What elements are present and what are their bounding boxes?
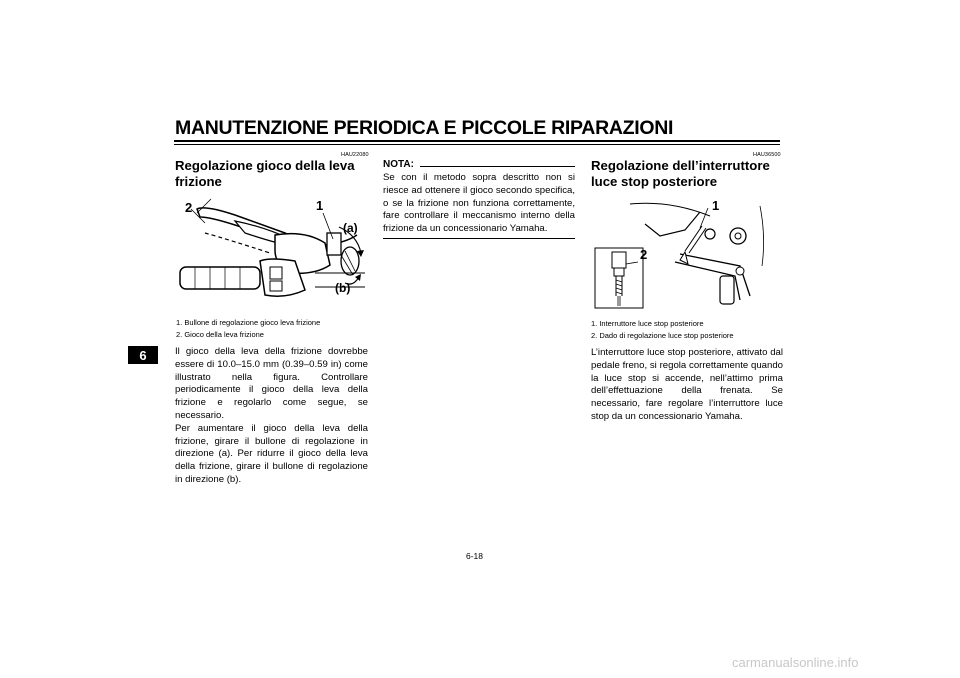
page-header-title: MANUTENZIONE PERIODICA E PICCOLE RIPARAZIONI xyxy=(175,117,674,139)
header-rule xyxy=(174,140,780,142)
note-rule-top xyxy=(420,166,575,167)
figure-label-a: (a) xyxy=(343,221,358,235)
figure-label-2: 2 xyxy=(185,200,193,215)
section-title-line: luce stop posteriore xyxy=(591,174,718,189)
note-rule-bottom xyxy=(383,238,575,239)
section-code: HAU22080 xyxy=(341,152,369,158)
watermark: carmanualsonline.info xyxy=(732,655,859,670)
figure-caption xyxy=(591,318,734,342)
caption-item: 1. Bullone di regolazione gioco leva frizione xyxy=(176,318,321,327)
body-text-clutch xyxy=(175,346,368,487)
paragraph: Il gioco della leva della frizione dovrebbe essere di 10.0–15.0 mm (0.39–0.59 in) come illustrato nella figura. Controllare periodicamente il gioco della leva della frizione e regolarlo come segue, se necessario. xyxy=(175,346,368,421)
figure-label-b: (b) xyxy=(335,281,351,295)
figure-label-2: 2 xyxy=(640,247,648,262)
chapter-tab: 6 xyxy=(128,346,158,364)
clutch-lever-figure xyxy=(175,195,365,307)
header-rule-thin xyxy=(174,144,780,145)
body-text-brake-switch: L’interruttore luce stop posteriore, attivato dal pedale freno, si regola correttamente quando la luce stop si accende, nell’attimo prima dell’effettuazione della frenata. Se necessario, fare regolare l’interruttore luce stop da un concessionario Yamaha. xyxy=(591,347,783,422)
paragraph: Per aumentare il gioco della leva della frizione, girare il bullone di regolazione in direzione (a). Per ridurre il gioco della leva della frizione, girare il bullone di regolazione in direzione (b). xyxy=(175,422,368,485)
section-title-line: frizione xyxy=(175,174,222,189)
caption-item: 2. Gioco della leva frizione xyxy=(176,330,264,339)
note-text: Se con il metodo sopra descritto non si riesce ad ottenere il gioco secondo specifica, o se la frizione non funziona correttamente, fare controllare il meccanismo interno della frizione da un concessionario Yamaha. xyxy=(383,172,575,235)
figure-label-1: 1 xyxy=(316,198,324,213)
page-number: 6-18 xyxy=(466,551,484,561)
caption-item: 2. Dado di regolazione luce stop posteriore xyxy=(591,331,734,340)
section-title-line: Regolazione dell’interruttore xyxy=(591,158,770,173)
section-title-line: Regolazione gioco della leva xyxy=(175,158,355,173)
section-title-clutch xyxy=(175,158,355,190)
figure-caption xyxy=(176,317,320,341)
section-title-brake-switch xyxy=(591,158,770,190)
brake-switch-figure xyxy=(590,196,780,310)
figure-label-1: 1 xyxy=(712,198,720,213)
caption-item: 1. Interruttore luce stop posteriore xyxy=(591,319,704,328)
note-label: NOTA: xyxy=(383,159,414,170)
section-code: HAU36500 xyxy=(753,152,781,158)
